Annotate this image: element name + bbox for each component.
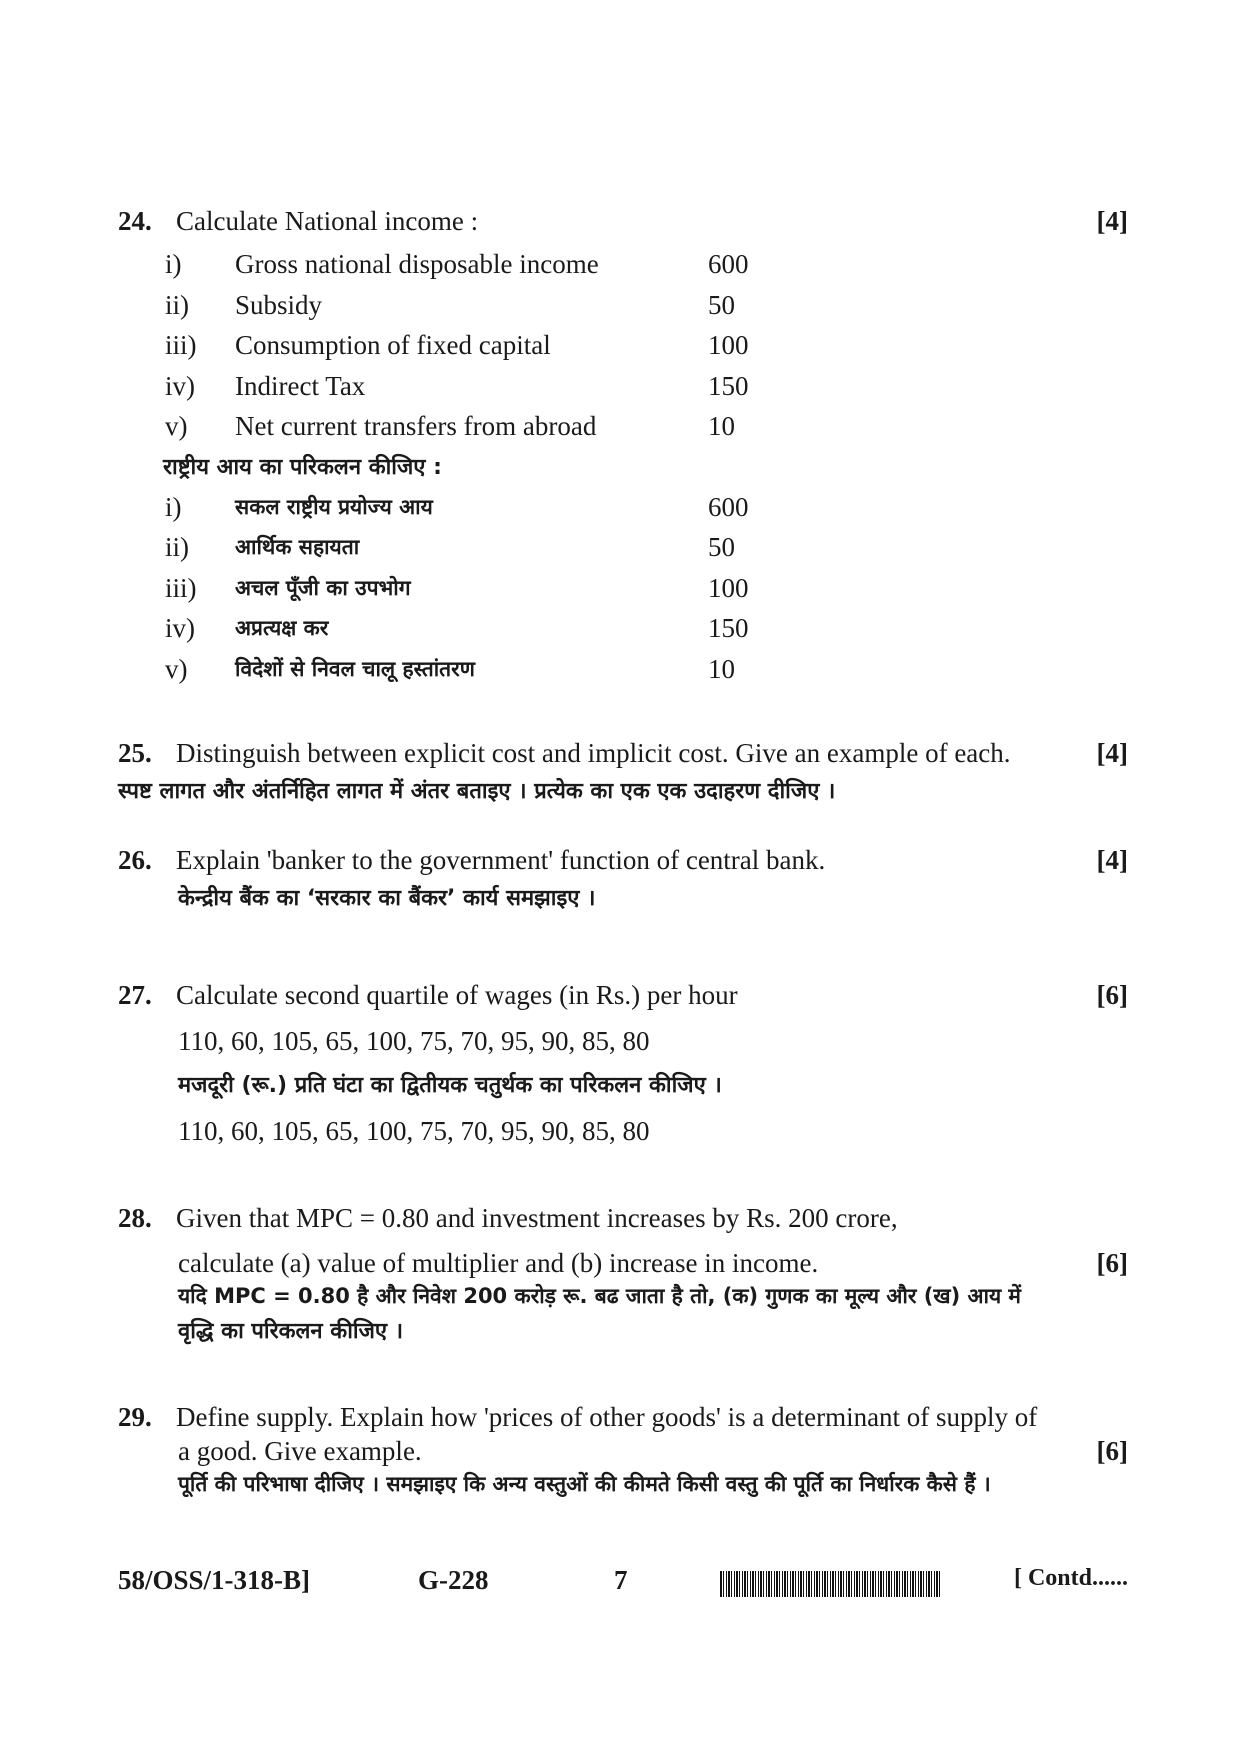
hindi-text: स्पष्ट लागत और अंतर्निहित लागत में अंतर बताइए । प्रत्येक का एक एक उदाहरण दीजिए ।: [118, 779, 836, 804]
page-footer: [118, 1565, 1128, 1605]
question-25: [118, 736, 1128, 808]
hindi-data-table: [118, 487, 1128, 690]
question-24: [118, 204, 1128, 689]
table-row: i) Gross national disposable income 600: [165, 249, 749, 279]
question-text: Distinguish between explicit cost and implicit cost. Give an example of each.: [176, 738, 1011, 768]
question-number: 25.: [118, 738, 152, 768]
wage-data-hindi: 110, 60, 105, 65, 100, 75, 70, 95, 90, 85, 80: [178, 1116, 650, 1146]
question-text-continued: calculate (a) value of multiplier and (b) increase in income.: [178, 1248, 819, 1278]
marks: [4]: [1096, 206, 1128, 236]
question-text-continued: a good. Give example.: [178, 1436, 422, 1466]
table-row: iii) अचल पूँजी का उपभोग 100: [165, 572, 749, 603]
marks: [6]: [1096, 980, 1128, 1010]
question-28: [118, 1201, 1128, 1348]
question-text: Calculate second quartile of wages (in Rs.) per hour: [176, 980, 738, 1010]
table-row: ii) आर्थिक सहायता 50: [165, 532, 735, 562]
english-data-table: [118, 244, 1128, 447]
marks: [4]: [1096, 738, 1128, 768]
paper-code: 58/OSS/1-318-B]: [118, 1565, 311, 1595]
question-27: [118, 978, 1128, 1148]
hindi-text: यदि MPC = 0.80 है और निवेश 200 करोड़ रू. बढ जाता है तो, (क) गुणक का मूल्य और (ख) आय में: [178, 1284, 1021, 1308]
table-row: v) Net current transfers from abroad 10: [165, 411, 735, 441]
question-text: Calculate National income :: [176, 206, 479, 236]
table-row: iv) अप्रत्यक्ष कर 150: [165, 613, 749, 643]
table-row: i) सकल राष्ट्रीय प्रयोज्य आय 600: [165, 491, 749, 522]
hindi-text: पूर्ति की परिभाषा दीजिए । समझाइए कि अन्य वस्तुओं की कीमते किसी वस्तु की पूर्ति का निर्धारक कैसे हैं ।: [178, 1472, 991, 1496]
question-text: Given that MPC = 0.80 and investment increases by Rs. 200 crore,: [176, 1203, 898, 1233]
continued-label: [ Contd......: [1013, 1565, 1128, 1591]
page-number: 7: [614, 1565, 628, 1595]
question-text: Explain 'banker to the government' function of central bank.: [176, 845, 826, 875]
series-code: G-228: [418, 1565, 489, 1595]
table-row: iv) Indirect Tax 150: [165, 370, 749, 401]
table-row: iii) Consumption of fixed capital 100: [165, 330, 749, 360]
question-text: Define supply. Explain how 'prices of other goods' is a determinant of supply of: [176, 1402, 1038, 1432]
marks: [4]: [1096, 845, 1128, 875]
hindi-text: मजदूरी (रू.) प्रति घंटा का द्वितीयक चतुर्थक का परिकलन कीजिए ।: [178, 1073, 722, 1098]
question-number: 24.: [118, 206, 152, 236]
table-row: v) विदेशों से निवल चालू हस्तांतरण 10: [165, 653, 735, 684]
wage-data: 110, 60, 105, 65, 100, 75, 70, 95, 90, 85, 80: [178, 1026, 650, 1056]
table-row: ii) Subsidy 50: [165, 289, 735, 320]
marks: [6]: [1096, 1248, 1128, 1278]
question-number: 27.: [118, 980, 152, 1010]
hindi-text-continued: वृद्धि का परिकलन कीजिए ।: [178, 1319, 404, 1344]
question-29: [118, 1400, 1128, 1500]
marks: [6]: [1096, 1436, 1128, 1466]
hindi-heading: राष्ट्रीय आय का परिकलन कीजिए :: [163, 454, 442, 480]
hindi-text: केन्द्रीय बैंक का ‘सरकार का बैंकर’ कार्य समझाइए ।: [178, 886, 596, 911]
question-number: 29.: [118, 1402, 152, 1432]
question-number: 28.: [118, 1203, 152, 1233]
question-number: 26.: [118, 845, 152, 875]
barcode-image: [720, 1571, 942, 1597]
question-26: [118, 843, 1128, 915]
